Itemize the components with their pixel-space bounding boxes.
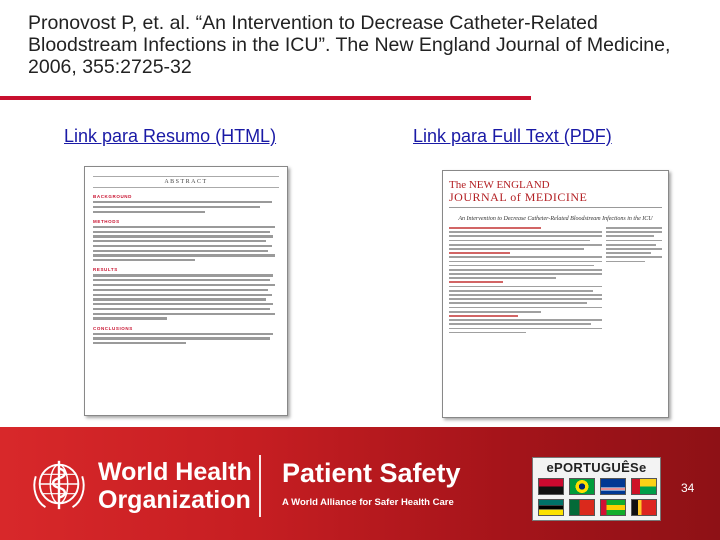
flag-cape-verde-icon xyxy=(600,478,626,495)
flag-sao-tome-icon xyxy=(600,499,626,516)
flag-portugal-icon xyxy=(569,499,595,516)
who-line1: World Health xyxy=(98,458,252,486)
page-number: 34 xyxy=(681,481,695,495)
eportuguese-label: ePORTUGUÊSe xyxy=(546,460,647,475)
eportuguese-badge[interactable] xyxy=(532,457,661,521)
article-side-column xyxy=(606,227,662,336)
who-line2: Organization xyxy=(98,486,251,514)
abstract-header: ABSTRACT xyxy=(93,176,279,188)
article-body-columns xyxy=(449,227,662,336)
patient-safety-title: Patient Safety xyxy=(282,458,461,488)
abstract-thumbnail[interactable] xyxy=(84,166,288,416)
article-title: An Intervention to Decrease Catheter-Related Bloodstream Infections in the ICU xyxy=(458,216,653,222)
abstract-section-conclusions xyxy=(93,326,279,345)
section-heading: METHODS xyxy=(93,218,120,224)
banner-divider xyxy=(259,455,261,517)
flag-brazil-icon xyxy=(569,478,595,495)
abstract-html-link[interactable]: Link para Resumo (HTML) xyxy=(64,126,277,146)
masthead-line1: The NEW ENGLAND xyxy=(449,179,550,191)
fulltext-pdf-link[interactable]: Link para Full Text (PDF) xyxy=(413,126,612,146)
flag-mozambique-icon xyxy=(538,499,564,516)
masthead-line2: JOURNAL of MEDICINE xyxy=(449,190,588,204)
section-heading: CONCLUSIONS xyxy=(93,325,133,331)
who-name xyxy=(98,458,252,514)
flag-timor-leste-icon xyxy=(631,499,657,516)
section-heading: RESULTS xyxy=(93,267,118,273)
who-emblem-icon xyxy=(30,455,88,513)
nejm-masthead xyxy=(449,179,662,208)
article-main-column xyxy=(449,227,602,336)
fulltext-thumbnail[interactable] xyxy=(442,170,669,418)
abstract-section-methods xyxy=(93,219,279,262)
flag-grid xyxy=(533,478,660,516)
flag-angola-icon xyxy=(538,478,564,495)
section-heading: BACKGROUND xyxy=(93,194,132,199)
flag-guinea-bissau-icon xyxy=(631,478,657,495)
citation-text: Pronovost P, et. al. “An Intervention to Decrease Catheter-Related Bloodstream Infections in the ICU”. The New England Journal of Medicine, 2006, 355:2725-32 xyxy=(28,12,671,78)
patient-safety-tagline: A World Alliance for Safer Health Care xyxy=(282,497,454,508)
abstract-section-results xyxy=(93,267,279,319)
abstract-section-background xyxy=(93,194,279,213)
red-divider-rule xyxy=(0,96,531,100)
